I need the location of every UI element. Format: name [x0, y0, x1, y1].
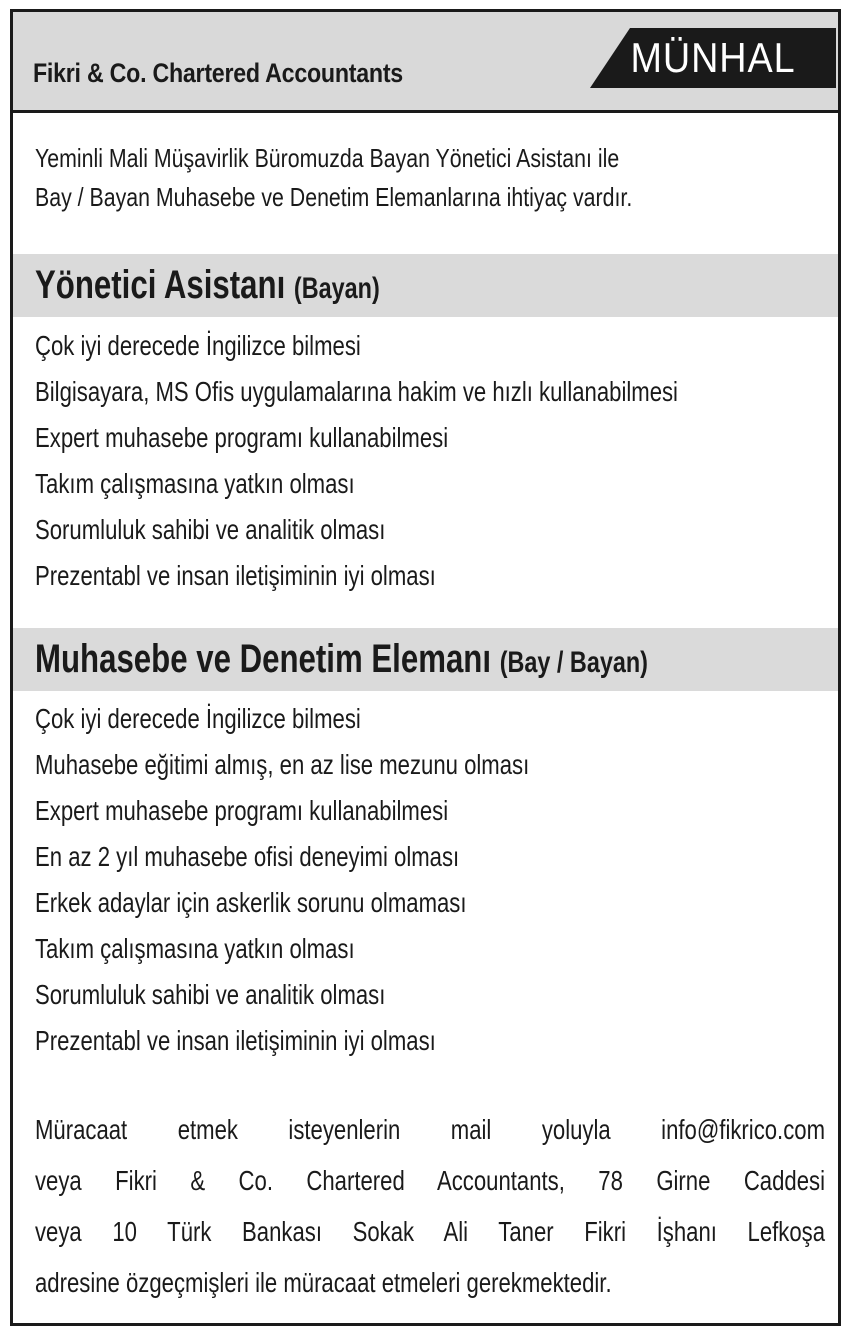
munhal-label: MÜNHAL [630, 34, 796, 81]
list-item: Sorumluluk sahibi ve analitik olması [35, 514, 386, 545]
section-title-sub: (Bay / Bayan) [499, 646, 648, 679]
contact-paragraph [35, 1104, 825, 1308]
section-title [35, 258, 380, 316]
list-item: Prezentabl ve insan iletişiminin iyi olması [35, 560, 436, 591]
section-heading-assistant [13, 254, 838, 317]
section-title [35, 632, 648, 690]
munhal-badge [590, 28, 836, 88]
section-heading-accounting [13, 628, 838, 691]
list-item: Çok iyi derecede İngilizce bilmesi [35, 703, 361, 734]
contact-line: Müracaat etmek isteyenlerin mail yoluyla info@fikrico.com [35, 1114, 825, 1145]
section-title-sub: (Bayan) [293, 272, 380, 305]
requirements-list-accounting [35, 697, 667, 1065]
intro-paragraph [35, 139, 683, 217]
contact-line: veya 10 Türk Bankası Sokak Ali Taner Fikri İşhanı Lefkoşa [35, 1216, 825, 1247]
ad-header [13, 12, 838, 113]
list-item: Prezentabl ve insan iletişiminin iyi olması [35, 1025, 436, 1056]
list-item: Takım çalışmasına yatkın olması [35, 933, 355, 964]
contact-line: adresine özgeçmişleri ile müracaat etmeleri gerekmektedir. [35, 1267, 612, 1298]
list-item: Bilgisayara, MS Ofis uygulamalarına hakim ve hızlı kullanabilmesi [35, 376, 678, 407]
list-item: Çok iyi derecede İngilizce bilmesi [35, 330, 361, 361]
list-item: Expert muhasebe programı kullanabilmesi [35, 795, 449, 826]
company-name: Fikri & Co. Chartered Accountants [33, 58, 403, 88]
list-item: En az 2 yıl muhasebe ofisi deneyimi olması [35, 841, 460, 872]
contact-line: veya Fikri & Co. Chartered Accountants, 78 Girne Caddesi [35, 1165, 825, 1196]
list-item: Erkek adaylar için askerlik sorunu olmaması [35, 887, 467, 918]
intro-line: Bay / Bayan Muhasebe ve Denetim Elemanlarına ihtiyaç vardır. [35, 182, 633, 212]
intro-line: Yeminli Mali Müşavirlik Büromuzda Bayan Yönetici Asistanı ile [35, 143, 620, 173]
job-ad-frame [10, 9, 841, 1326]
list-item: Muhasebe eğitimi almış, en az lise mezunu olması [35, 749, 530, 780]
section-title-main: Yönetici Asistanı [35, 263, 286, 307]
list-item: Expert muhasebe programı kullanabilmesi [35, 422, 449, 453]
requirements-list-assistant [35, 324, 678, 600]
section-title-main: Muhasebe ve Denetim Elemanı [35, 637, 492, 681]
list-item: Sorumluluk sahibi ve analitik olması [35, 979, 386, 1010]
list-item: Takım çalışmasına yatkın olması [35, 468, 355, 499]
